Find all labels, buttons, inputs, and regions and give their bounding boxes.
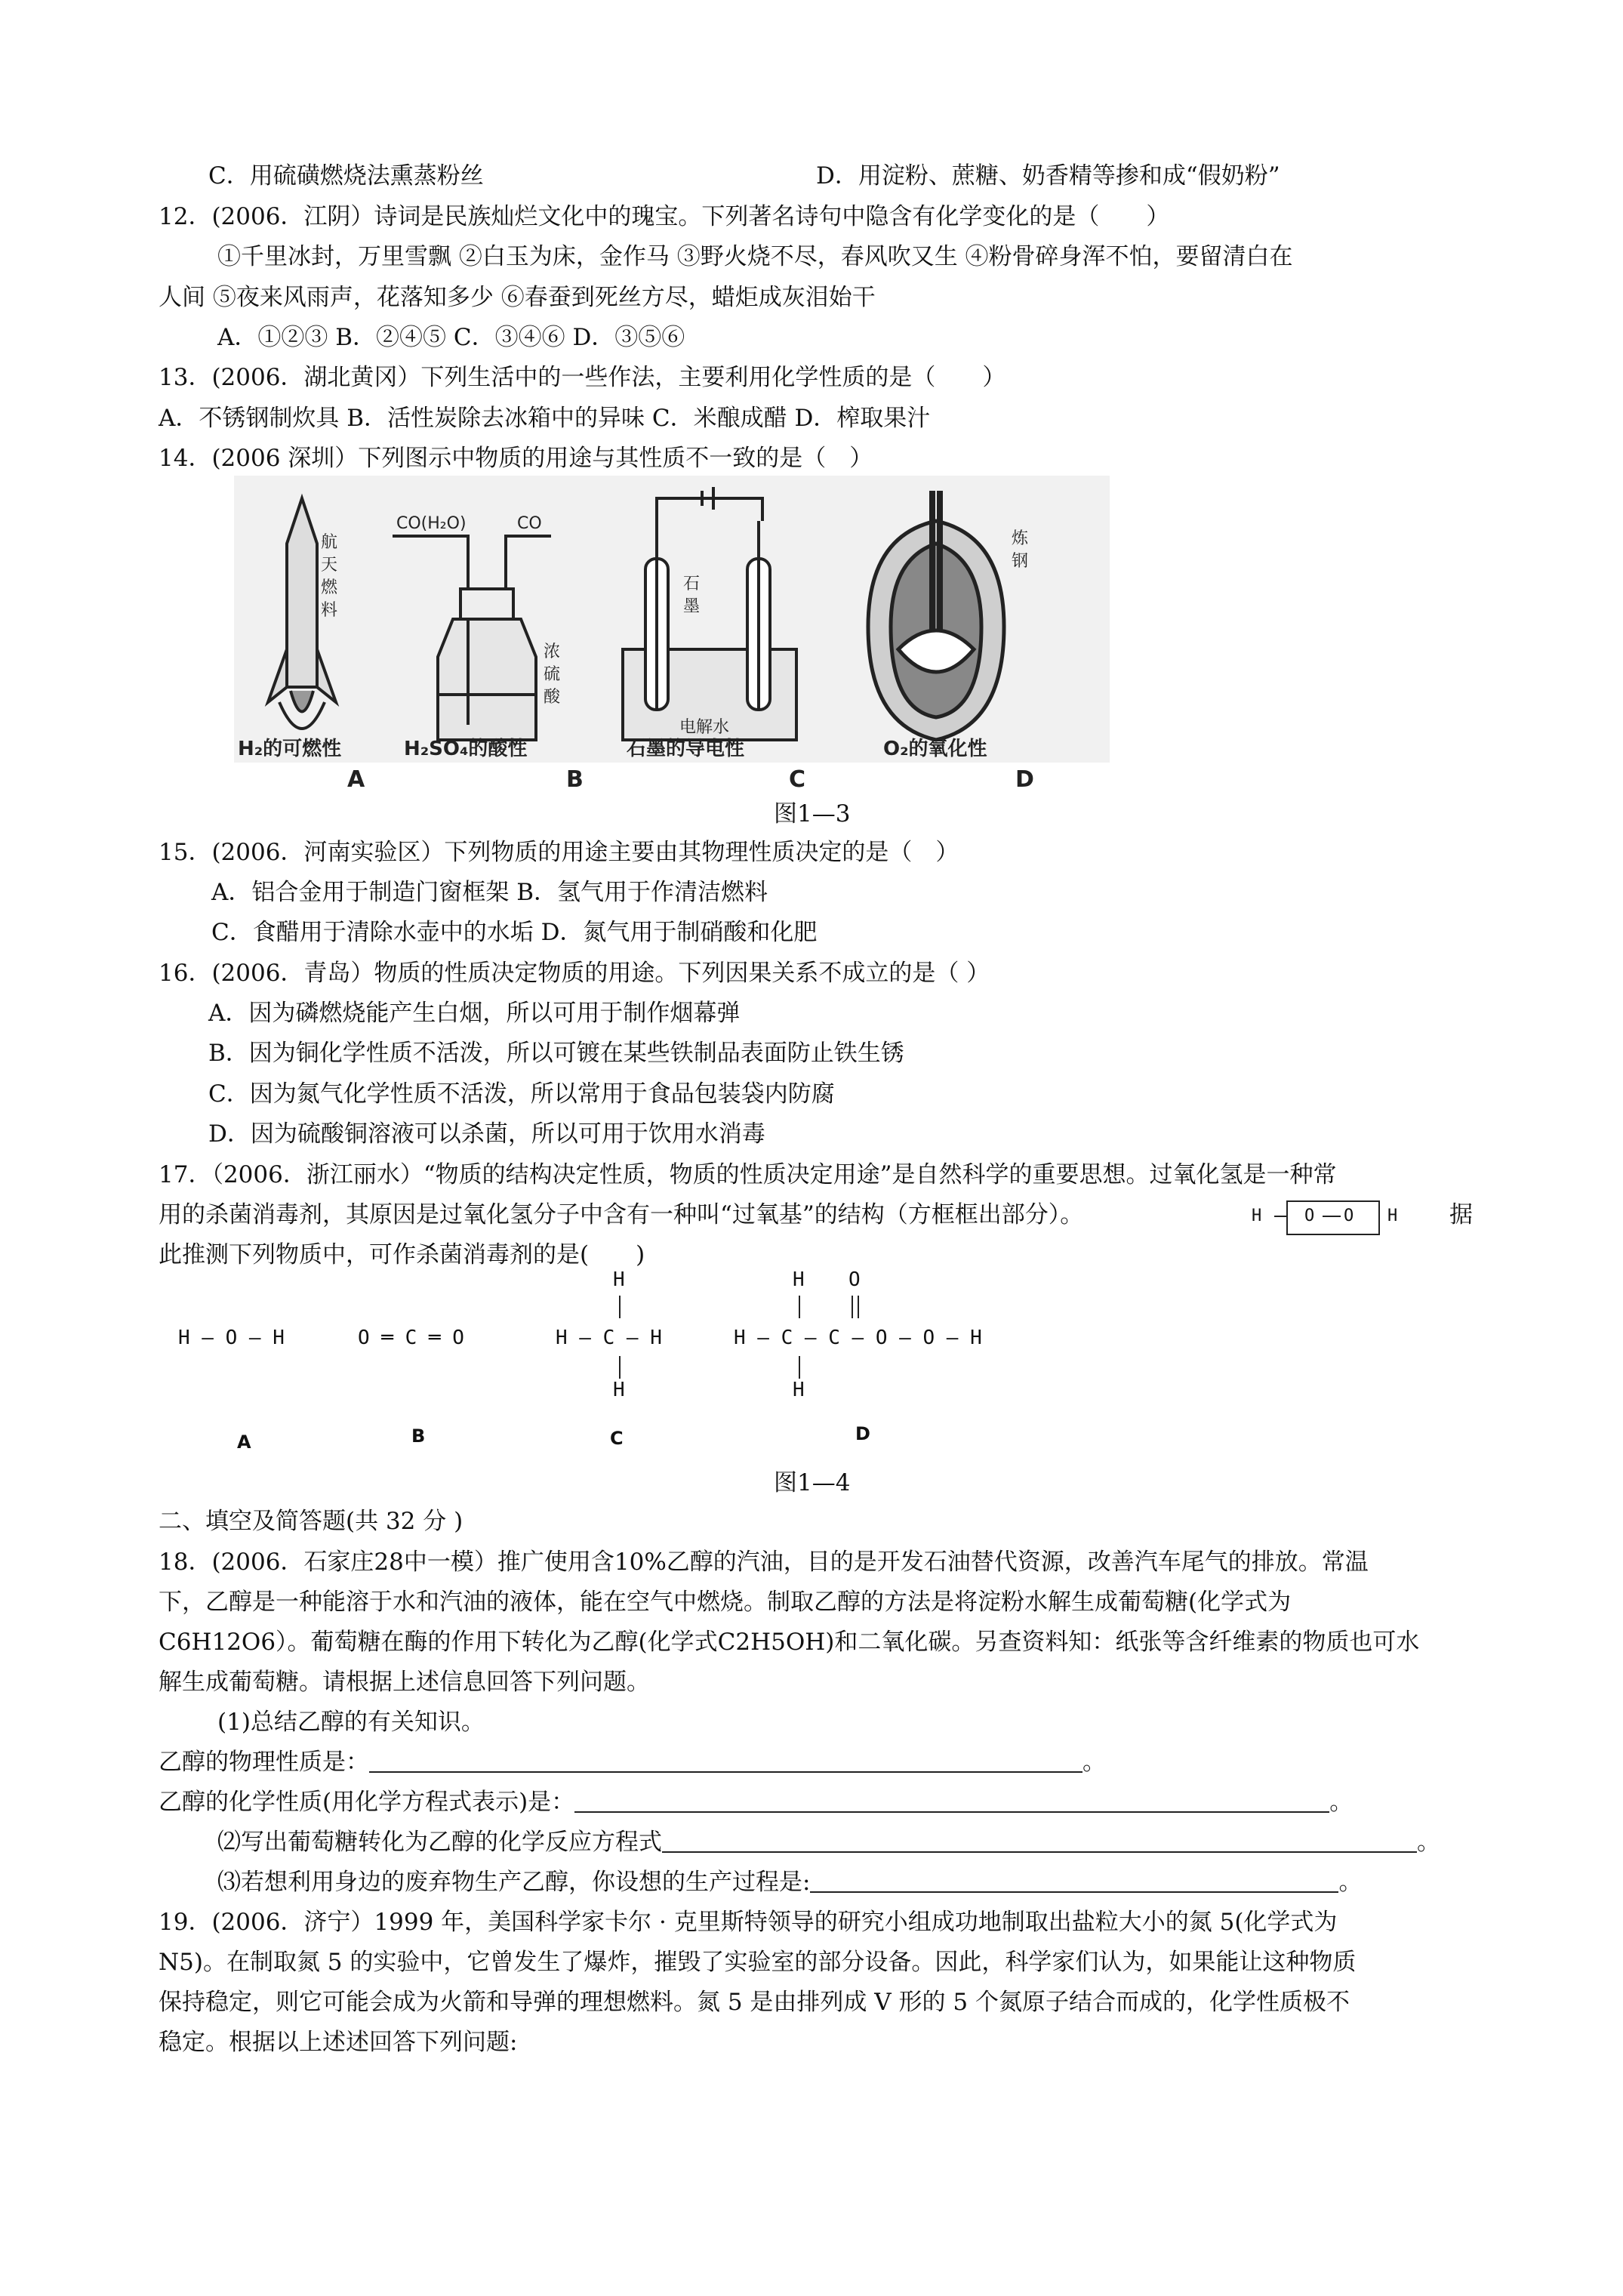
ethanol-physical-property [159, 1746, 1106, 1778]
molecule-d-top-o: O [848, 1268, 861, 1291]
question-18-line-1: 18．(2006．石家庄28中一模）推广使用含10%乙醇的汽油，目的是开发石油替代资源，改善汽车尾气的排放。常温 [159, 1549, 1369, 1576]
question-17-line-1: 17．（2006．浙江丽水）“物质的结构决定性质，物质的性质决定用途”是自然科学的重要思想。过氧化氢是一种常 [159, 1161, 1337, 1188]
answer-blank-chemical[interactable] [574, 1789, 1329, 1813]
peroxy-o-2: O [1344, 1207, 1354, 1225]
molecule-label-d: D [855, 1423, 870, 1444]
question-18-part-3 [217, 1866, 1362, 1898]
molecule-c-middle: H — C — H [556, 1327, 662, 1349]
period: 。 [1338, 1869, 1363, 1896]
svg-text:CO(H₂O): CO(H₂O) [396, 514, 467, 533]
question-12-poems-1: ①千里冰封，万里雪飘 ②白玉为床，金作马 ③野火烧不尽，春风吹又生 ④粉骨碎身浑不怕，要留清白在 [217, 243, 1293, 270]
svg-text:H₂SO₄的酸性: H₂SO₄的酸性 [404, 738, 528, 760]
molecule-d-bottom-h: H [793, 1379, 805, 1401]
peroxy-h-left: H [1252, 1207, 1262, 1225]
svg-text:电解水: 电解水 [679, 718, 730, 737]
ethanol-chemical-property [159, 1786, 1353, 1818]
glucose-equation-label: ⑵写出葡萄糖转化为乙醇的化学反应方程式 [217, 1829, 662, 1856]
figure-1-3-caption: 图1—3 [774, 800, 851, 827]
production-process-label: ⑶若想利用身边的废弃物生产乙醇，你设想的生产过程是: [217, 1869, 811, 1896]
molecule-c-top-h: H [613, 1268, 625, 1291]
peroxy-h-right: H [1387, 1207, 1398, 1225]
answer-blank-physical[interactable] [369, 1749, 1083, 1773]
question-12-poems-2: 人间 ⑤夜来风雨声，花落知多少 ⑥春蚕到死丝方尽，蜡炬成灰泪始干 [159, 284, 876, 311]
question-17-line-3: 此推测下列物质中，可作杀菌消毒剂的是( ) [159, 1241, 645, 1268]
molecule-d-top-h: H [793, 1268, 805, 1291]
molecule-a: H — O — H [178, 1327, 285, 1349]
question-19-line-1: 19．(2006．济宁）1999 年，美国科学家卡尔 · 克里斯特领导的研究小组成功地制取出盐粒大小的氮 5(化学式为 [159, 1909, 1338, 1936]
question-17-line-2: 用的杀菌消毒剂，其原因是过氧化氢分子中含有一种叫“过氧基”的结构（方框框出部分）。 [159, 1201, 1084, 1228]
period: 。 [1417, 1829, 1440, 1856]
svg-text:O₂的氧化性: O₂的氧化性 [883, 738, 987, 760]
question-14: 14．(2006 深圳）下列图示中物质的用途与其性质不一致的是（ ） [159, 445, 873, 472]
option-c-line: C．用硫磺燃烧法熏蒸粉丝 [208, 162, 484, 190]
question-13-options: A．不锈钢制炊具 B．活性炭除去冰箱中的异味 C．米酿成醋 D．榨取果汁 [159, 405, 931, 432]
question-19-line-2: N5)。在制取氮 5 的实验中，它曾发生了爆炸，摧毁了实验室的部分设备。因此，科学家们认为，如果能让这种物质 [159, 1949, 1357, 1976]
svg-text:料: 料 [321, 601, 338, 620]
question-17-line-2-end: 据 [1449, 1201, 1473, 1228]
svg-text:天: 天 [321, 556, 338, 575]
svg-text:酸: 酸 [544, 688, 561, 707]
molecule-d-middle: H — C — C — O — O — H [734, 1327, 982, 1349]
peroxy-o-1: O [1304, 1207, 1315, 1225]
question-16-option-a: A．因为磷燃烧能产生白烟，所以可用于制作烟幕弹 [208, 1000, 741, 1027]
question-15-options-1: A．铝合金用于制造门窗框架 B．氢气用于作清洁燃料 [211, 879, 768, 906]
svg-text:钢: 钢 [1012, 552, 1029, 571]
molecule-c-bottom-h: H [613, 1379, 625, 1401]
question-16: 16．(2006．青岛）物质的性质决定物质的用途。下列因果关系不成立的是（ ） [159, 960, 990, 987]
figure-1-3 [234, 476, 1110, 793]
question-13: 13．(2006．湖北黄冈）下列生活中的一些作法，主要利用化学性质的是（ ） [159, 364, 1006, 391]
svg-text:石: 石 [683, 575, 701, 593]
molecule-label-b: B [411, 1425, 426, 1447]
svg-text:B: B [566, 766, 584, 793]
answer-blank-process[interactable] [810, 1869, 1338, 1893]
svg-text:CO: CO [517, 514, 542, 533]
molecule-label-c: C [610, 1428, 624, 1449]
ethanol-chemical-label: 乙醇的化学性质(用化学方程式表示)是： [159, 1789, 575, 1816]
ethanol-physical-label: 乙醇的物理性质是： [159, 1749, 369, 1776]
question-12-options: A．①②③ B．②④⑤ C．③④⑥ D．③⑤⑥ [217, 324, 685, 351]
question-15-options-2: C．食醋用于清除水壶中的水垢 D．氮气用于制硝酸和化肥 [211, 919, 818, 946]
svg-text:D: D [1015, 766, 1034, 793]
question-18-line-3: C6H12O6）。葡萄糖在酶的作用下转化为乙醇(化学式C2H5OH)和二氧化碳。另查资料知：纸张等含纤维素的物质也可水 [159, 1629, 1420, 1656]
svg-text:A: A [347, 766, 365, 793]
svg-text:硫: 硫 [544, 665, 561, 684]
svg-text:航: 航 [321, 533, 338, 552]
question-16-option-d: D．因为硫酸铜溶液可以杀菌，所以可用于饮用水消毒 [208, 1120, 765, 1148]
peroxy-box [1286, 1200, 1380, 1235]
question-18-line-2: 下，乙醇是一种能溶于水和汽油的液体，能在空气中燃烧。制取乙醇的方法是将淀粉水解生成葡萄糖(化学式为 [159, 1589, 1292, 1616]
question-16-option-c: C．因为氮气化学性质不活泼，所以常用于食品包装袋内防腐 [208, 1080, 835, 1108]
period: 。 [1083, 1749, 1106, 1776]
question-15: 15．(2006．河南实验区）下列物质的用途主要由其物理性质决定的是（ ） [159, 839, 959, 866]
section-2-heading: 二、填空及简答题(共 32 分 ) [159, 1508, 463, 1535]
svg-text:石墨的导电性: 石墨的导电性 [627, 738, 745, 760]
answer-blank-equation[interactable] [662, 1829, 1417, 1853]
peroxy-structure [1252, 1200, 1403, 1235]
option-d-line: D．用淀粉、蔗糖、奶香精等掺和成“假奶粉” [816, 162, 1280, 190]
svg-text:炼: 炼 [1012, 529, 1029, 548]
molecule-b: O ═ C ═ O [358, 1327, 464, 1349]
question-18-part-2 [217, 1826, 1440, 1858]
period: 。 [1329, 1789, 1354, 1816]
svg-text:燃: 燃 [321, 578, 338, 597]
svg-text:浓: 浓 [544, 643, 561, 661]
svg-text:墨: 墨 [683, 597, 701, 616]
molecule-label-a: A [237, 1432, 251, 1453]
question-19-line-3: 保持稳定，则它可能会成为火箭和导弹的理想燃料。氮 5 是由排列成 V 形的 5 个氮原子结合而成的，化学性质极不 [159, 1989, 1350, 2016]
question-18-part-1: (1)总结乙醇的有关知识。 [217, 1709, 485, 1736]
figure-1-4-caption: 图1—4 [774, 1469, 851, 1496]
svg-text:H₂的可燃性: H₂的可燃性 [238, 738, 342, 760]
question-18-line-4: 解生成葡萄糖。请根据上述信息回答下列问题。 [159, 1669, 650, 1696]
question-19-line-4: 稳定。根据以上述述回答下列问题: [159, 2029, 518, 2056]
question-16-option-b: B．因为铜化学性质不活泼，所以可镀在某些铁制品表面防止铁生锈 [208, 1040, 904, 1067]
question-12: 12．(2006．江阴）诗词是民族灿烂文化中的瑰宝。下列著名诗句中隐含有化学变化的是（ ） [159, 203, 1170, 230]
svg-text:C: C [789, 766, 806, 793]
